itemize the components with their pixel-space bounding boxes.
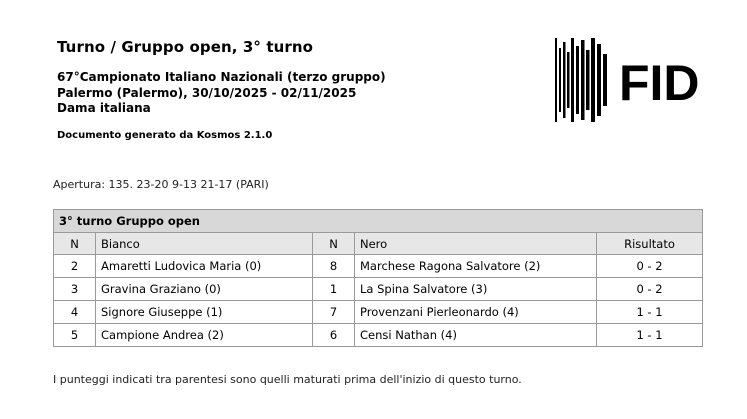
table-row [54, 324, 703, 347]
white-player-cell: Signore Giuseppe (1) [96, 301, 313, 324]
opening-line: Apertura: 135. 23-20 9-13 21-17 (PARI) [53, 178, 269, 191]
n-black-cell: 7 [313, 301, 355, 324]
white-player-cell: Gravina Graziano (0) [96, 278, 313, 301]
table-header-row [54, 233, 703, 255]
logo-bars-icon [555, 38, 607, 122]
n-white-cell: 4 [54, 301, 96, 324]
white-player-cell: Amaretti Ludovica Maria (0) [96, 255, 313, 278]
n-black-cell: 6 [313, 324, 355, 347]
table-row [54, 278, 703, 301]
pairings-table [53, 209, 703, 347]
scores-footnote: I punteggi indicati tra parentesi sono quelli maturati prima dell'inizio di questo turno. [53, 373, 522, 386]
table-row [54, 255, 703, 278]
logo-text: FID [619, 55, 700, 111]
white-player-cell: Campione Andrea (2) [96, 324, 313, 347]
black-player-cell: Marchese Ragona Salvatore (2) [355, 255, 597, 278]
page-title: Turno / Gruppo open, 3° turno [57, 38, 314, 56]
n-black-cell: 1 [313, 278, 355, 301]
header-n-white: N [54, 233, 96, 255]
n-black-cell: 8 [313, 255, 355, 278]
result-cell: 0 - 2 [597, 255, 703, 278]
document-header [57, 38, 313, 56]
black-player-cell: La Spina Salvatore (3) [355, 278, 597, 301]
table-caption: 3° turno Gruppo open [54, 210, 703, 233]
header-n-black: N [313, 233, 355, 255]
result-cell: 1 - 1 [597, 301, 703, 324]
n-white-cell: 2 [54, 255, 96, 278]
table-caption-row [54, 210, 703, 233]
n-white-cell: 5 [54, 324, 96, 347]
location-dates: Palermo (Palermo), 30/10/2025 - 02/11/2025 [57, 85, 357, 100]
result-cell: 0 - 2 [597, 278, 703, 301]
table-row [54, 301, 703, 324]
header-black: Nero [355, 233, 597, 255]
header-result: Risultato [597, 233, 703, 255]
discipline: Dama italiana [57, 101, 151, 115]
black-player-cell: Censi Nathan (4) [355, 324, 597, 347]
header-white: Bianco [96, 233, 313, 255]
n-white-cell: 3 [54, 278, 96, 301]
event-info [57, 70, 386, 117]
generated-by-note: Documento generato da Kosmos 2.1.0 [57, 130, 273, 141]
result-cell: 1 - 1 [597, 324, 703, 347]
championship-name: 67°Campionato Italiano Nazionali (terzo gruppo) [57, 70, 386, 84]
fid-logo [553, 38, 703, 122]
black-player-cell: Provenzani Pierleonardo (4) [355, 301, 597, 324]
